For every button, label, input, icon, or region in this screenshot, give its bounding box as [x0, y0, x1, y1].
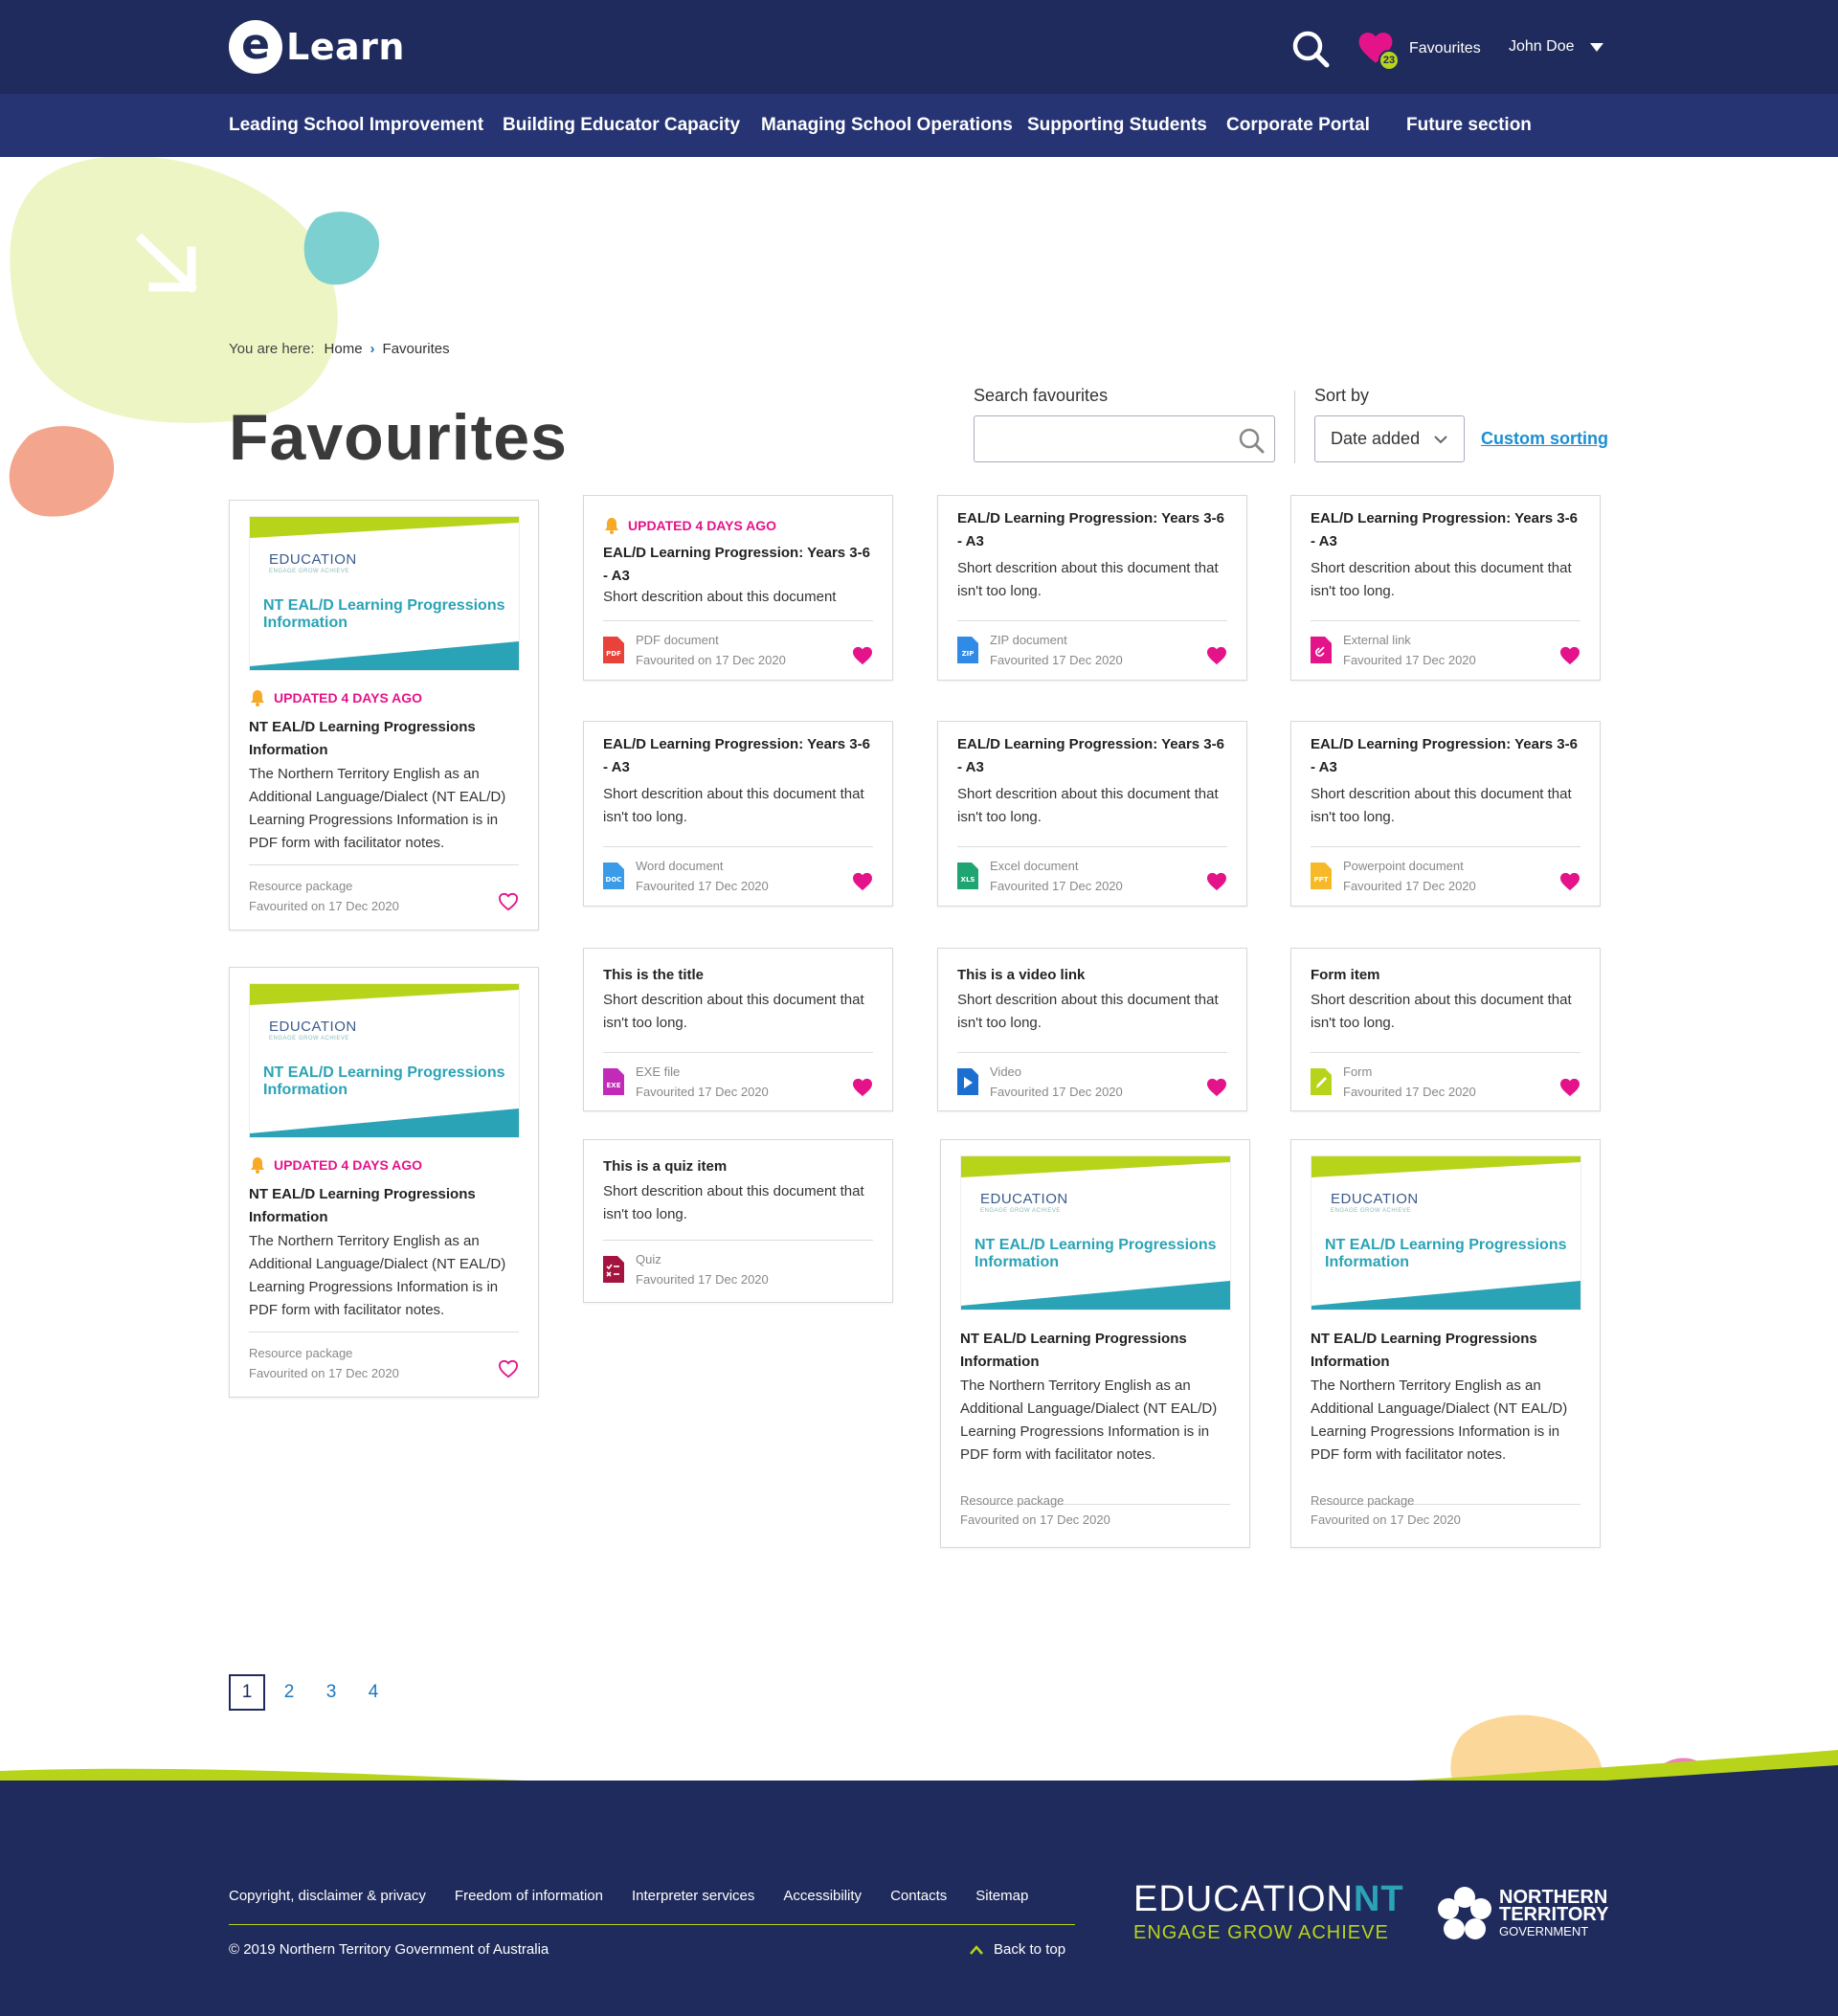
favourite-card-external-link[interactable]	[1290, 495, 1601, 681]
logo-text: Learn	[286, 26, 405, 68]
favourited-date: Favourited 17 Dec 2020	[1343, 879, 1476, 893]
file-type: ZIP document	[990, 633, 1067, 647]
sort-value: Date added	[1331, 429, 1421, 448]
card-description: The Northern Territory English as an Additional Language/Dialect (NT EAL/D) Learning Progressions Information is in PDF form with facilitator notes.	[249, 1233, 506, 1318]
footer-link-interpreter[interactable]: Interpreter services	[631, 1888, 755, 1904]
search-input[interactable]	[975, 416, 1233, 461]
divider	[1294, 391, 1295, 463]
favourite-card-zip[interactable]	[937, 495, 1247, 681]
card-title: EAL/D Learning Progression: Years 3-6 - A3	[603, 545, 870, 584]
main-navigation	[0, 94, 1838, 157]
card-title: This is a video link	[957, 967, 1086, 983]
footer-links	[229, 1888, 1028, 1904]
chevron-up-icon	[969, 1944, 984, 1956]
favourite-card-powerpoint[interactable]	[1290, 721, 1601, 907]
thumb-edu: EDUCATION	[980, 1191, 1068, 1207]
favourite-card-exe[interactable]	[583, 948, 893, 1111]
card-description: Short descrition about this document that isn't too long.	[957, 992, 1219, 1031]
nt-logo-line1: NORTHERN	[1499, 1887, 1608, 1908]
favourited-date: Favourited 17 Dec 2020	[636, 1085, 769, 1099]
updated-notice	[249, 689, 422, 706]
excel-file-icon	[957, 862, 978, 889]
file-type: Resource package	[249, 1346, 353, 1360]
file-type: Resource package	[1311, 1493, 1415, 1508]
bell-icon	[249, 1156, 266, 1174]
favourited-date: Favourited 17 Dec 2020	[636, 879, 769, 893]
thumb-bottom-stripe	[250, 1109, 519, 1137]
favourited-date: Favourited 17 Dec 2020	[990, 653, 1123, 667]
nav-item-building-educator-capacity[interactable]: Building Educator Capacity	[503, 115, 741, 135]
pdf-file-icon	[603, 637, 624, 663]
favourites-link[interactable]	[1357, 29, 1481, 69]
card-title: EAL/D Learning Progression: Years 3-6 - A3	[1311, 510, 1578, 549]
file-type: Form	[1343, 1064, 1373, 1079]
breadcrumb-current: Favourites	[382, 341, 450, 357]
updated-label: UPDATED 4 DAYS AGO	[274, 1157, 423, 1173]
resource-thumbnail	[960, 1155, 1231, 1310]
page-1-button[interactable]: 1	[229, 1674, 265, 1711]
card-description: Short descrition about this document that isn't too long.	[1311, 786, 1572, 825]
heart-filled-icon[interactable]	[1559, 646, 1580, 665]
bell-icon	[603, 517, 620, 534]
card-title: This is a quiz item	[603, 1158, 728, 1175]
flower-emblem-icon	[1436, 1886, 1493, 1943]
thumb-edu-sub: ENGAGE GROW ACHIEVE	[980, 1208, 1061, 1214]
card-description: The Northern Territory English as an Additional Language/Dialect (NT EAL/D) Learning Progressions Information is in PDF form with facilitator notes.	[960, 1378, 1218, 1463]
page-title: Favourites	[229, 401, 568, 474]
favourite-card-resource-package[interactable]	[229, 967, 539, 1398]
file-type: Powerpoint document	[1343, 859, 1464, 873]
card-footer	[249, 1332, 519, 1389]
favourited-date: Favourited 17 Dec 2020	[990, 1085, 1123, 1099]
search-icon[interactable]	[1238, 427, 1265, 454]
heart-filled-icon[interactable]	[1206, 1078, 1227, 1097]
file-type: Quiz	[636, 1252, 661, 1266]
heart-filled-icon[interactable]	[1559, 1078, 1580, 1097]
card-footer	[957, 620, 1227, 678]
file-type: Word document	[636, 859, 724, 873]
footer-link-foi[interactable]: Freedom of information	[454, 1888, 603, 1904]
thumb-top-stripe	[250, 517, 519, 538]
favourited-date: Favourited 17 Dec 2020	[1343, 1085, 1476, 1099]
bell-icon	[249, 689, 266, 706]
nav-item-supporting-students[interactable]: Supporting Students	[1027, 115, 1207, 135]
card-footer	[603, 1052, 873, 1109]
nav-item-future-section[interactable]: Future section	[1406, 115, 1532, 135]
search-label: Search favourites	[974, 386, 1109, 405]
nt-government-logo	[1436, 1886, 1608, 1943]
svg-text:DOC: DOC	[605, 876, 622, 884]
svg-text:EXE: EXE	[606, 1082, 621, 1089]
thumb-edu: EDUCATION	[269, 551, 357, 568]
breadcrumb	[229, 341, 450, 357]
thumb-edu-sub: ENGAGE GROW ACHIEVE	[1331, 1208, 1411, 1214]
updated-notice	[603, 517, 776, 534]
card-description: Short descrition about this document that isn't too long.	[603, 786, 864, 825]
page-3-button[interactable]: 3	[325, 1682, 337, 1702]
card-description: Short descrition about this document that isn't too long.	[603, 992, 864, 1031]
card-description: The Northern Territory English as an Additional Language/Dialect (NT EAL/D) Learning Progressions Information is in PDF form with facilitator notes.	[249, 766, 506, 851]
zip-file-icon	[957, 637, 978, 663]
search-icon	[1290, 29, 1331, 69]
nav-item-corporate-portal[interactable]: Corporate Portal	[1226, 115, 1370, 135]
favourites-label: Favourites	[1409, 40, 1481, 56]
card-title: Form item	[1311, 967, 1380, 983]
logo-letter: e	[241, 20, 270, 69]
file-type: Resource package	[249, 879, 353, 893]
favourited-date: Favourited on 17 Dec 2020	[636, 653, 786, 667]
thumb-bottom-stripe	[961, 1281, 1230, 1310]
heart-outline-icon[interactable]	[498, 892, 519, 911]
thumb-edu: EDUCATION	[269, 1019, 357, 1035]
edu-logo-main: EDUCATION	[1133, 1879, 1354, 1919]
page-2-button[interactable]: 2	[283, 1682, 295, 1702]
favourited-date: Favourited on 17 Dec 2020	[960, 1512, 1110, 1527]
heart-filled-icon[interactable]	[1206, 646, 1227, 665]
exe-file-icon	[603, 1068, 624, 1095]
card-footer	[603, 620, 873, 678]
heart-filled-icon[interactable]	[852, 872, 873, 891]
thumb-title: NT EAL/D Learning Progressions Information	[263, 1064, 505, 1098]
copyright-text: © 2019 Northern Territory Government of Australia	[229, 1941, 549, 1958]
resource-thumbnail	[249, 516, 520, 671]
favourited-date: Favourited on 17 Dec 2020	[249, 899, 399, 913]
resource-thumbnail	[249, 983, 520, 1138]
card-title: This is the title	[603, 967, 705, 983]
card-title: NT EAL/D Learning Progressions Information	[249, 1186, 476, 1225]
card-footer	[1311, 846, 1580, 904]
card-title: NT EAL/D Learning Progressions Information	[960, 1331, 1187, 1370]
card-footer	[603, 1240, 873, 1297]
card-title: EAL/D Learning Progression: Years 3-6 - A3	[957, 736, 1224, 775]
footer-link-copyright[interactable]: Copyright, disclaimer & privacy	[229, 1888, 426, 1904]
updated-notice	[249, 1156, 422, 1174]
thumb-title: NT EAL/D Learning Progressions Information	[263, 597, 505, 631]
custom-sorting-link[interactable]: Custom sorting	[1481, 429, 1608, 448]
card-description: Short descrition about this document that isn't too long.	[603, 1183, 864, 1222]
file-type: External link	[1343, 633, 1411, 647]
thumb-title: NT EAL/D Learning Progressions Information	[1325, 1237, 1567, 1270]
caret-down-icon	[1590, 43, 1603, 52]
card-description: Short descrition about this document that isn't too long.	[1311, 992, 1572, 1031]
nt-logo-line3: GOVERNMENT	[1499, 1924, 1589, 1938]
user-menu[interactable]	[1509, 38, 1603, 56]
chevron-right-icon: ›	[370, 341, 375, 357]
quiz-file-icon	[603, 1256, 624, 1283]
card-title: NT EAL/D Learning Progressions Information	[249, 719, 476, 758]
card-footer	[249, 864, 519, 922]
card-description: The Northern Territory English as an Additional Language/Dialect (NT EAL/D) Learning Progressions Information is in PDF form with facilitator notes.	[1311, 1378, 1568, 1463]
edu-logo-tagline: ENGAGE GROW ACHIEVE	[1133, 1922, 1389, 1943]
file-type: Resource package	[960, 1493, 1065, 1508]
svg-text:PPT: PPT	[1313, 876, 1329, 884]
nav-item-leading-school-improvement[interactable]: Leading School Improvement	[229, 115, 484, 135]
thumb-top-stripe	[250, 984, 519, 1005]
thumb-top-stripe	[1311, 1156, 1580, 1177]
favourite-card-pdf[interactable]	[583, 495, 893, 681]
decorative-blob-coral	[0, 421, 120, 522]
card-footer	[1311, 1052, 1580, 1109]
resource-thumbnail	[1311, 1155, 1581, 1310]
card-footer	[603, 846, 873, 904]
thumb-edu-sub: ENGAGE GROW ACHIEVE	[269, 1036, 349, 1042]
video-file-icon	[957, 1068, 978, 1095]
breadcrumb-prefix: You are here:	[229, 341, 315, 357]
svg-text:XLS: XLS	[960, 876, 975, 884]
card-description: Short descrition about this document that isn't too long.	[957, 560, 1219, 599]
updated-label: UPDATED 4 DAYS AGO	[274, 690, 423, 706]
card-footer	[957, 846, 1227, 904]
form-file-icon	[1311, 1068, 1332, 1095]
favourite-card-resource-package[interactable]	[229, 500, 539, 930]
footer-link-sitemap[interactable]: Sitemap	[975, 1888, 1029, 1904]
card-title: EAL/D Learning Progression: Years 3-6 - A3	[1311, 736, 1578, 775]
favourites-heart	[1357, 31, 1394, 67]
card-description: Short descrition about this document that isn't too long.	[957, 786, 1219, 825]
updated-label: UPDATED 4 DAYS AGO	[628, 518, 777, 533]
card-description: Short descrition about this document that isn't too long.	[1311, 560, 1572, 599]
file-type: Video	[990, 1064, 1022, 1079]
card-footer	[1311, 1493, 1580, 1546]
breadcrumb-home[interactable]: Home	[324, 341, 363, 357]
page-4-button[interactable]: 4	[368, 1682, 379, 1702]
favourites-count-badge: 23	[1378, 50, 1400, 71]
top-bar	[0, 0, 1838, 94]
nt-logo-line2: TERRITORY	[1499, 1904, 1609, 1925]
thumb-edu-sub: ENGAGE GROW ACHIEVE	[269, 569, 349, 574]
footer-divider	[229, 1924, 1075, 1925]
heart-filled-icon[interactable]	[1206, 872, 1227, 891]
card-title: NT EAL/D Learning Progressions Information	[1311, 1331, 1537, 1370]
word-file-icon	[603, 862, 624, 889]
card-title: EAL/D Learning Progression: Years 3-6 - A3	[603, 736, 870, 775]
thumb-title: NT EAL/D Learning Progressions Information	[975, 1237, 1217, 1270]
card-description: Short descrition about this document	[603, 589, 837, 605]
sort-select[interactable]	[1314, 415, 1465, 462]
pagination	[229, 1674, 397, 1711]
favourited-date: Favourited on 17 Dec 2020	[1311, 1512, 1461, 1527]
chevron-down-icon	[1433, 432, 1448, 447]
footer-link-contacts[interactable]: Contacts	[890, 1888, 948, 1904]
thumb-edu: EDUCATION	[1331, 1191, 1419, 1207]
favourite-card-resource-package[interactable]	[940, 1139, 1250, 1548]
favourite-card-video[interactable]	[937, 948, 1247, 1111]
heart-outline-icon[interactable]	[498, 1359, 519, 1378]
heart-filled-icon[interactable]	[852, 646, 873, 665]
favourite-card-form[interactable]	[1290, 948, 1601, 1111]
card-footer	[1311, 620, 1580, 678]
sort-label: Sort by	[1314, 386, 1370, 405]
edu-logo-nt: NT	[1353, 1879, 1404, 1919]
decorative-blob-teal	[297, 209, 383, 290]
back-to-top-label: Back to top	[994, 1941, 1066, 1958]
favourited-date: Favourited 17 Dec 2020	[990, 879, 1123, 893]
favourite-card-word[interactable]	[583, 721, 893, 907]
search-field	[974, 415, 1275, 462]
heart-filled-icon[interactable]	[1559, 872, 1580, 891]
svg-text:ZIP: ZIP	[961, 650, 975, 658]
favourite-card-resource-package[interactable]	[1290, 1139, 1601, 1548]
card-footer	[960, 1493, 1230, 1546]
external-link-icon	[1311, 637, 1332, 663]
nav-item-managing-school-operations[interactable]: Managing School Operations	[761, 115, 1013, 135]
file-type: Excel document	[990, 859, 1079, 873]
back-to-top-link[interactable]	[969, 1941, 1065, 1958]
favourited-date: Favourited 17 Dec 2020	[1343, 653, 1476, 667]
footer-link-accessibility[interactable]: Accessibility	[783, 1888, 863, 1904]
education-nt-logo	[1133, 1880, 1404, 1944]
thumb-bottom-stripe	[1311, 1281, 1580, 1310]
card-footer	[957, 1052, 1227, 1109]
powerpoint-file-icon	[1311, 862, 1332, 889]
thumb-bottom-stripe	[250, 641, 519, 670]
user-name: John Doe	[1509, 38, 1575, 55]
thumb-top-stripe	[961, 1156, 1230, 1177]
heart-filled-icon[interactable]	[852, 1078, 873, 1097]
file-type: PDF document	[636, 633, 719, 647]
file-type: EXE file	[636, 1064, 681, 1079]
favourited-date: Favourited on 17 Dec 2020	[249, 1366, 399, 1380]
elearn-logo[interactable]	[229, 19, 405, 75]
svg-text:PDF: PDF	[606, 650, 621, 658]
favourite-card-quiz[interactable]	[583, 1139, 893, 1303]
search-button[interactable]	[1290, 29, 1331, 69]
card-title: EAL/D Learning Progression: Years 3-6 - A3	[957, 510, 1224, 549]
favourite-card-excel[interactable]	[937, 721, 1247, 907]
favourited-date: Favourited 17 Dec 2020	[636, 1272, 769, 1287]
